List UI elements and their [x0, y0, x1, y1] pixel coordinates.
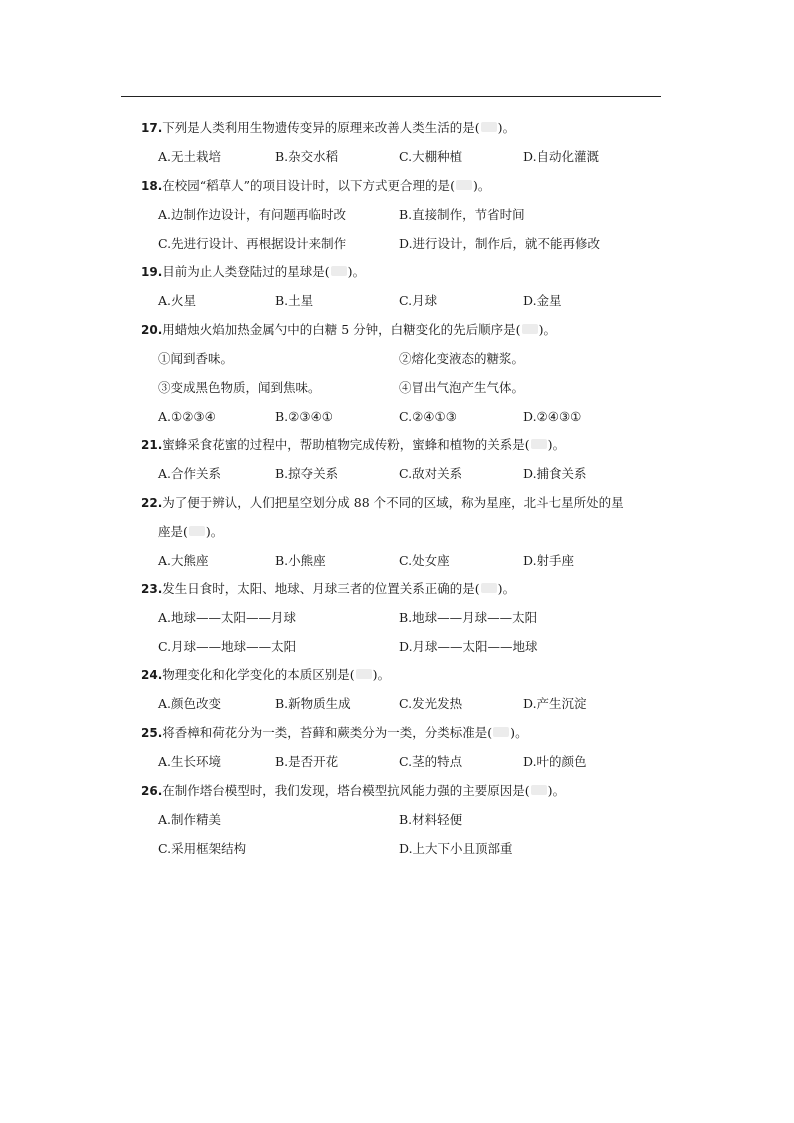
- option-c: C.月球: [399, 293, 438, 308]
- question-21: 21.蜜蜂采食花蜜的过程中，帮助植物完成传粉，蜜蜂和植物的关系是( )。: [141, 437, 566, 452]
- answer-blank[interactable]: [355, 668, 373, 680]
- option-c: C.敌对关系: [399, 466, 463, 481]
- option-c: C.②④①③: [399, 409, 457, 424]
- question-25: 25.将香樟和荷花分为一类，苔藓和蕨类分为一类，分类标准是( )。: [141, 725, 528, 740]
- option-b: B.新物质生成: [275, 696, 351, 711]
- question-number: 24.: [141, 668, 163, 682]
- question-text: 发生日食时，太阳、地球、月球三者的位置关系正确的是: [162, 581, 475, 596]
- question-number: 22.: [141, 496, 163, 510]
- option-d: D.捕食关系: [523, 466, 587, 481]
- question-number: 25.: [141, 726, 163, 740]
- answer-blank[interactable]: [521, 323, 539, 335]
- option-a: A.地球——太阳——月球: [158, 610, 297, 625]
- question-text: 为了便于辨认，人们把星空划分成 88 个不同的区域，称为星座，北斗七星所处的星: [162, 495, 624, 510]
- option-b: B.杂交水稻: [275, 149, 339, 164]
- question-22-continuation: 座是( )。: [158, 524, 224, 539]
- option-d: D.上大下小且顶部重: [399, 841, 513, 856]
- question-number: 26.: [141, 784, 163, 798]
- option-c: C.大棚种植: [399, 149, 463, 164]
- option-c: C.月球——地球——太阳: [158, 639, 297, 654]
- question-text: 下列是人类利用生物遗传变异的原理来改善人类生活的是: [162, 120, 475, 135]
- question-24: 24.物理变化和化学变化的本质区别是( )。: [141, 667, 391, 682]
- answer-blank[interactable]: [480, 582, 498, 594]
- option-a: A.火星: [158, 293, 197, 308]
- question-text: 在校园“稻草人”的项目设计时，以下方式更合理的是: [162, 178, 451, 193]
- question-23: 23.发生日食时，太阳、地球、月球三者的位置关系正确的是( )。: [141, 581, 516, 596]
- option-d: D.射手座: [523, 553, 575, 568]
- answer-blank[interactable]: [492, 726, 510, 738]
- option-a: A.合作关系: [158, 466, 222, 481]
- question-text: 将香樟和荷花分为一类，苔藓和蕨类分为一类，分类标准是: [162, 725, 488, 740]
- question-number: 21.: [141, 438, 163, 452]
- option-b: B.小熊座: [275, 553, 326, 568]
- option-d: D.进行设计，制作后，就不能再修改: [399, 236, 601, 251]
- option-c: C.采用框架结构: [158, 841, 247, 856]
- question-26: 26.在制作塔台模型时，我们发现，塔台模型抗风能力强的主要原因是( )。: [141, 783, 566, 798]
- question-text: 用蜡烛火焰加热金属勺中的白糖 5 分钟，白糖变化的先后顺序是: [162, 322, 516, 337]
- question-number: 23.: [141, 582, 163, 596]
- option-b: B.土星: [275, 293, 314, 308]
- option-b: B.材料轻便: [399, 812, 463, 827]
- answer-blank[interactable]: [530, 784, 548, 796]
- option-c: C.先进行设计、再根据设计来制作: [158, 236, 347, 251]
- option-c: C.茎的特点: [399, 754, 463, 769]
- question-18: 18.在校园“稻草人”的项目设计时，以下方式更合理的是( )。: [141, 178, 491, 193]
- question-number: 17.: [141, 121, 163, 135]
- question-17: 17.下列是人类利用生物遗传变异的原理来改善人类生活的是( )。: [141, 120, 516, 135]
- option-a: A.①②③④: [158, 409, 216, 424]
- question-20: 20.用蜡烛火焰加热金属勺中的白糖 5 分钟，白糖变化的先后顺序是( )。: [141, 322, 556, 337]
- option-d: D.月球——太阳——地球: [399, 639, 538, 654]
- answer-blank[interactable]: [480, 121, 498, 133]
- option-a: A.制作精美: [158, 812, 222, 827]
- option-b: B.掠夺关系: [275, 466, 339, 481]
- option-a: A.无土栽培: [158, 149, 222, 164]
- option-b: B.②③④①: [275, 409, 333, 424]
- option-b: B.是否开花: [275, 754, 339, 769]
- option-a: A.边制作边设计，有问题再临时改: [158, 207, 347, 222]
- option-a: A.生长环境: [158, 754, 222, 769]
- statement-1: ①闻到香味。: [158, 351, 234, 366]
- question-text: 目前为止人类登陆过的星球是: [162, 264, 325, 279]
- option-b: B.地球——月球——太阳: [399, 610, 538, 625]
- statement-3: ③变成黑色物质，闻到焦味。: [158, 380, 321, 395]
- option-b: B.直接制作，节省时间: [399, 207, 525, 222]
- option-c: C.处女座: [399, 553, 450, 568]
- answer-blank[interactable]: [455, 179, 473, 191]
- option-c: C.发光发热: [399, 696, 463, 711]
- option-a: A.大熊座: [158, 553, 209, 568]
- option-d: D.产生沉淀: [523, 696, 587, 711]
- question-22: [141, 495, 661, 511]
- statement-2: ②熔化变液态的糖浆。: [399, 351, 525, 366]
- question-number: 19.: [141, 265, 163, 279]
- question-19: 19.目前为止人类登陆过的星球是( )。: [141, 264, 366, 279]
- option-a: A.颜色改变: [158, 696, 222, 711]
- question-number: 20.: [141, 323, 163, 337]
- option-d: D.金星: [523, 293, 562, 308]
- question-text: 物理变化和化学变化的本质区别是: [162, 667, 350, 682]
- answer-blank[interactable]: [330, 265, 348, 277]
- option-d: D.自动化灌溉: [523, 149, 600, 164]
- question-number: 18.: [141, 179, 163, 193]
- answer-blank[interactable]: [530, 438, 548, 450]
- statement-4: ④冒出气泡产生气体。: [399, 380, 525, 395]
- option-d: D.叶的颜色: [523, 754, 587, 769]
- option-d: D.②④③①: [523, 409, 582, 424]
- question-text: 座是: [158, 524, 184, 539]
- question-text: 在制作塔台模型时，我们发现，塔台模型抗风能力强的主要原因是: [162, 783, 525, 798]
- answer-blank[interactable]: [188, 525, 206, 537]
- question-text: 蜜蜂采食花蜜的过程中，帮助植物完成传粉，蜜蜂和植物的关系是: [162, 437, 525, 452]
- header-rule: [121, 96, 661, 97]
